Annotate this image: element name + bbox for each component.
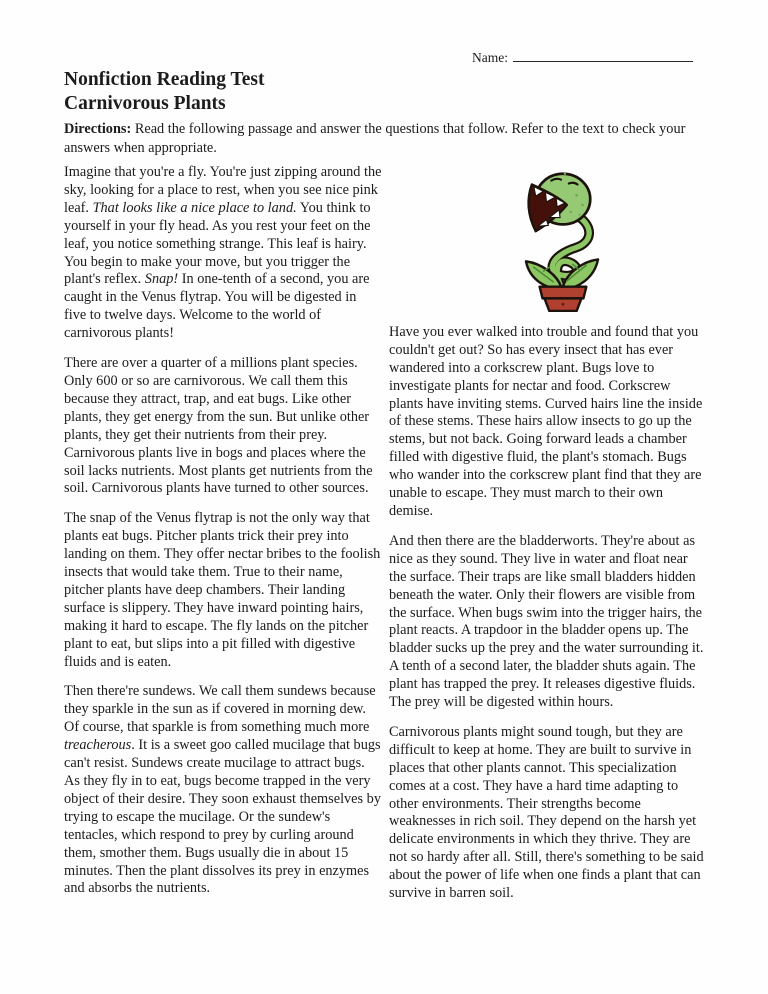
pot-speckle [561, 303, 564, 306]
passage-text: And then there are the bladderworts. They're about as nice as they sound. They live in water and float near the surface. Their traps are like small bladders hidden beneath the water. Only their flowers are visible from the surface. When bugs swim into the trigger hairs, the plant reacts. A trapdoor in the bladder opens up. The bladder sucks up the prey and the water surrounding it. A tenth of a second later, the bladder shuts again. The plant has trapped the prey. It releases digestive fluids. The prey will be digested within hours. [389, 532, 704, 711]
passage-italic-text: treacherous [64, 737, 132, 754]
passage-paragraph [64, 355, 382, 498]
title-block [64, 68, 264, 115]
directions [64, 120, 718, 157]
passage-italic-text: That looks like a nice place to land. [92, 199, 297, 216]
pot-rim [539, 287, 586, 299]
passage-text: . It is a sweet goo called mucilage that bugs can't resist. Sundews create mucilage to attract bugs. As they fly in to eat, bugs become trapped in the very object of their desire. They soon exhaust themselves by trying to escape the mucilage. Or the sundew's tentacles, which respond to prey by curling around them, smother them. Bugs usually die in about 15 minutes. Then the plant dissolves its prey in enzymes and absorbs the nutrients. [64, 737, 381, 897]
passage-text: Have you ever walked into trouble and found that you couldn't get out? So has every insect that has ever wandered into a corkscrew plant. Bugs love to investigate plants for nectar and food. Corkscrew plants have inviting stems. Curved hairs line the inside of these stems. These hairs allow insects to go up the stems, but not back. Going forward leads a chamber filled with digestive fluid, the plant's stomach. Bugs who wander into the corkscrew plant find that they are unable to escape. They must march to their own demise. [389, 323, 703, 519]
passage-text: Carnivorous plants might sound tough, but they are difficult to keep at home. They are built to survive in places that other plants cannot. This specialization comes at a cost. They have a hard time adapting to other environments. Their strengths become weaknesses in rich soil. They depend on the harsh yet delicate environments in which they thrive. They are not so hardy after all. Still, there's something to be said about the power of life when one finds a plant that can survive in barren soil. [389, 723, 704, 902]
passage-text: In one-tenth of a second, you are caught in the Venus flytrap. You will be digested in five to twelve days. Welcome to the world of carnivorous plants! [64, 271, 370, 342]
passage-text: You think to yourself in your fly head. As you rest your feet on the leaf, you notice something strange. This leaf is hairy. You begin to make your move, but you trigger the plant's reflex. [64, 199, 371, 288]
name-label: Name: [472, 50, 508, 65]
passage-paragraph [389, 324, 706, 521]
page-subtitle: Carnivorous Plants [64, 92, 226, 114]
passage-paragraph [64, 683, 382, 898]
venus-flytrap-cartoon-icon [499, 166, 625, 312]
directions-text: Read the following passage and answer the questions that follow. Refer to the text to check your answers when appropriate. [64, 121, 686, 156]
passage-column-right [389, 164, 706, 915]
passage-column-left [64, 164, 382, 910]
passage-text: Then there're sundews. We call them sundews because they sparkle in the sun as if covered in morning dew. Of course, that sparkle is from something much more [64, 683, 376, 736]
passage-paragraph [389, 533, 706, 712]
passage-text: There are over a quarter of a millions plant species. Only 600 or so are carnivorous. We call them this because they attract, trap, and eat bugs. Like other plants, they get energy from the sun. But unlike other plants, they get their nutrients from their prey. Carnivorous plants live in bogs and places where the soil lacks nutrients. Most plants get nutrients from the soil. Carnivorous plants have turned to other sources. [64, 355, 373, 497]
passage-right-paragraphs [389, 324, 706, 903]
passage-paragraph [64, 510, 382, 671]
passage-italic-text: Snap! [144, 271, 179, 288]
venus-flytrap-illustration [389, 166, 706, 318]
passage-text: The snap of the Venus flytrap is not the only way that plants eat bugs. Pitcher plants trick their prey into landing on them. They offer nectar bribes to the foolish insects that would take them. True to their name, pitcher plants have deep chambers. Their landing surface is slippery. They have inward pointing hairs, making it hard to escape. The fly lands on the pitcher plant to eat, but slips into a pit filled with digestive fluids and is eaten. [64, 510, 381, 670]
directions-label: Directions: [64, 121, 132, 137]
passage-text: Imagine that you're a fly. You're just zipping around the sky, looking for a place to rest, when you see nice pink leaf. [64, 164, 382, 216]
name-row [472, 48, 693, 66]
page-title: Nonfiction Reading Test [64, 69, 265, 90]
passage-paragraph [64, 164, 382, 343]
passage-paragraph [389, 724, 706, 903]
name-blank-line [513, 48, 693, 62]
